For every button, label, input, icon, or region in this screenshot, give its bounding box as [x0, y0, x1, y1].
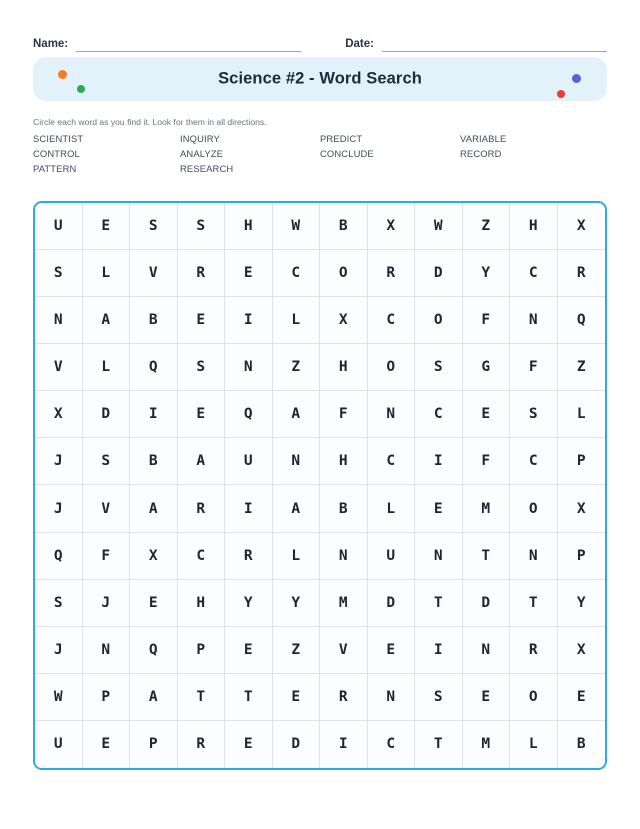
- grid-cell[interactable]: J: [35, 485, 83, 532]
- grid-cell[interactable]: B: [320, 485, 368, 532]
- grid-cell[interactable]: S: [83, 438, 131, 485]
- grid-cell[interactable]: L: [273, 533, 321, 580]
- grid-cell[interactable]: E: [178, 391, 226, 438]
- grid-cell[interactable]: Q: [35, 533, 83, 580]
- grid-cell[interactable]: H: [225, 203, 273, 250]
- grid-cell[interactable]: O: [510, 674, 558, 721]
- grid-cell[interactable]: H: [178, 580, 226, 627]
- grid-cell[interactable]: C: [273, 250, 321, 297]
- word-item[interactable]: ANALYZE: [180, 148, 224, 159]
- grid-cell[interactable]: L: [83, 250, 131, 297]
- grid-cell[interactable]: N: [320, 533, 368, 580]
- grid-cell[interactable]: T: [225, 674, 273, 721]
- grid-cell[interactable]: I: [225, 297, 273, 344]
- grid-cell[interactable]: H: [320, 344, 368, 391]
- grid-cell[interactable]: I: [225, 485, 273, 532]
- grid-cell[interactable]: M: [463, 485, 511, 532]
- grid-cell[interactable]: R: [510, 627, 558, 674]
- grid-cell[interactable]: E: [130, 580, 178, 627]
- grid-cell[interactable]: X: [320, 297, 368, 344]
- grid-cell[interactable]: L: [273, 297, 321, 344]
- grid-cell[interactable]: R: [178, 250, 226, 297]
- grid-cell[interactable]: R: [225, 533, 273, 580]
- grid-cell[interactable]: U: [225, 438, 273, 485]
- title-banner: [33, 57, 607, 101]
- grid-cell[interactable]: S: [35, 580, 83, 627]
- grid-cell[interactable]: Q: [130, 344, 178, 391]
- grid-cell[interactable]: N: [368, 674, 416, 721]
- grid-cell[interactable]: X: [558, 203, 606, 250]
- grid-cell[interactable]: N: [273, 438, 321, 485]
- grid-cell[interactable]: D: [368, 580, 416, 627]
- grid-cell[interactable]: C: [368, 721, 416, 768]
- grid-cell[interactable]: F: [83, 533, 131, 580]
- grid-cell[interactable]: B: [130, 297, 178, 344]
- word-list: [33, 131, 607, 176]
- grid-cell[interactable]: Z: [463, 203, 511, 250]
- grid-cell[interactable]: D: [415, 250, 463, 297]
- grid-cell[interactable]: E: [415, 485, 463, 532]
- word-item[interactable]: SCIENTIST: [33, 133, 84, 144]
- grid-cell[interactable]: E: [463, 674, 511, 721]
- grid-cell[interactable]: L: [510, 721, 558, 768]
- grid-cell[interactable]: C: [510, 438, 558, 485]
- grid-cell[interactable]: J: [35, 438, 83, 485]
- word-list-row: [33, 146, 607, 161]
- grid-cell[interactable]: O: [510, 485, 558, 532]
- grid-cell[interactable]: R: [320, 674, 368, 721]
- word-item[interactable]: PREDICT: [320, 133, 363, 144]
- grid-cell[interactable]: S: [415, 674, 463, 721]
- grid-cell[interactable]: N: [35, 297, 83, 344]
- grid-cell[interactable]: L: [368, 485, 416, 532]
- instructions-text: Circle each word as you find it. Look for them in all directions.: [33, 117, 267, 127]
- grid-cell[interactable]: T: [463, 533, 511, 580]
- grid-cell[interactable]: N: [510, 297, 558, 344]
- word-item[interactable]: CONCLUDE: [320, 148, 374, 159]
- grid-cell[interactable]: C: [415, 391, 463, 438]
- grid-cell[interactable]: S: [178, 203, 226, 250]
- grid-cell[interactable]: M: [320, 580, 368, 627]
- grid-cell[interactable]: I: [130, 391, 178, 438]
- grid-cell[interactable]: V: [35, 344, 83, 391]
- grid-cell[interactable]: E: [83, 203, 131, 250]
- grid-cell[interactable]: I: [415, 627, 463, 674]
- grid-cell[interactable]: Z: [273, 627, 321, 674]
- word-search-grid[interactable]: [33, 201, 607, 770]
- word-item[interactable]: RESEARCH: [180, 163, 234, 174]
- grid-cell[interactable]: D: [83, 391, 131, 438]
- grid-cell[interactable]: A: [130, 485, 178, 532]
- date-label: Date:: [345, 38, 374, 50]
- grid-cell[interactable]: O: [415, 297, 463, 344]
- grid-cell[interactable]: C: [178, 533, 226, 580]
- grid-cell[interactable]: F: [463, 297, 511, 344]
- grid-cell[interactable]: N: [368, 391, 416, 438]
- grid-cell[interactable]: E: [225, 627, 273, 674]
- grid-cell[interactable]: B: [558, 721, 606, 768]
- word-item[interactable]: CONTROL: [33, 148, 80, 159]
- grid-cell[interactable]: B: [320, 203, 368, 250]
- grid-cell[interactable]: R: [178, 721, 226, 768]
- grid-cell[interactable]: W: [35, 674, 83, 721]
- grid-cell[interactable]: T: [510, 580, 558, 627]
- name-input-line[interactable]: [76, 37, 301, 52]
- grid-cell[interactable]: W: [273, 203, 321, 250]
- grid-cell[interactable]: E: [273, 674, 321, 721]
- grid-cell[interactable]: C: [368, 297, 416, 344]
- grid-cell[interactable]: N: [463, 627, 511, 674]
- grid-cell[interactable]: E: [558, 674, 606, 721]
- grid-cell[interactable]: S: [35, 250, 83, 297]
- grid-cell[interactable]: T: [415, 580, 463, 627]
- grid-cell[interactable]: M: [463, 721, 511, 768]
- grid-cell[interactable]: Q: [225, 391, 273, 438]
- grid-cell[interactable]: H: [320, 438, 368, 485]
- grid-cell[interactable]: T: [178, 674, 226, 721]
- grid-cell[interactable]: E: [178, 297, 226, 344]
- grid-cell[interactable]: Q: [558, 297, 606, 344]
- grid-cell[interactable]: F: [463, 438, 511, 485]
- grid-cell[interactable]: S: [415, 344, 463, 391]
- grid-cell[interactable]: P: [558, 438, 606, 485]
- grid-cell[interactable]: Z: [558, 344, 606, 391]
- grid-cell[interactable]: D: [273, 721, 321, 768]
- grid-cell[interactable]: E: [368, 627, 416, 674]
- grid-cell[interactable]: X: [558, 485, 606, 532]
- page-title: Science #2 - Word Search: [218, 69, 422, 88]
- grid-cell[interactable]: Y: [558, 580, 606, 627]
- word-item[interactable]: VARIABLE: [460, 133, 507, 144]
- word-list-row: [33, 161, 607, 176]
- grid-cell[interactable]: F: [510, 344, 558, 391]
- grid-cell[interactable]: D: [463, 580, 511, 627]
- grid-cell[interactable]: Y: [225, 580, 273, 627]
- grid-cell[interactable]: V: [320, 627, 368, 674]
- grid-cell[interactable]: J: [83, 580, 131, 627]
- grid-cell[interactable]: E: [463, 391, 511, 438]
- grid-cell[interactable]: Z: [273, 344, 321, 391]
- grid-cell[interactable]: R: [558, 250, 606, 297]
- grid-cell[interactable]: U: [35, 203, 83, 250]
- grid-cell[interactable]: V: [130, 250, 178, 297]
- grid-cell[interactable]: A: [178, 438, 226, 485]
- grid-cell[interactable]: O: [368, 344, 416, 391]
- word-item[interactable]: INQUIRY: [180, 133, 220, 144]
- grid-cell[interactable]: Q: [130, 627, 178, 674]
- grid-cell[interactable]: C: [510, 250, 558, 297]
- grid-cell[interactable]: Y: [463, 250, 511, 297]
- grid-cell[interactable]: Y: [273, 580, 321, 627]
- grid-cell[interactable]: R: [178, 485, 226, 532]
- word-list-row: [33, 131, 607, 146]
- grid-cell[interactable]: X: [130, 533, 178, 580]
- grid-cell[interactable]: P: [130, 721, 178, 768]
- grid-cell[interactable]: F: [320, 391, 368, 438]
- grid-cell[interactable]: N: [83, 627, 131, 674]
- name-date-row: [33, 30, 607, 52]
- grid-cell[interactable]: H: [510, 203, 558, 250]
- grid-cells-container: [35, 203, 605, 768]
- grid-cell[interactable]: A: [273, 485, 321, 532]
- grid-cell[interactable]: S: [510, 391, 558, 438]
- grid-cell[interactable]: U: [368, 533, 416, 580]
- grid-cell[interactable]: J: [35, 627, 83, 674]
- grid-cell[interactable]: N: [415, 533, 463, 580]
- date-input-line[interactable]: [382, 37, 607, 52]
- grid-cell[interactable]: E: [83, 721, 131, 768]
- grid-cell[interactable]: O: [320, 250, 368, 297]
- grid-cell[interactable]: E: [225, 250, 273, 297]
- grid-cell[interactable]: A: [83, 297, 131, 344]
- grid-cell[interactable]: G: [463, 344, 511, 391]
- grid-cell[interactable]: P: [83, 674, 131, 721]
- word-item[interactable]: PATTERN: [33, 163, 77, 174]
- grid-cell[interactable]: L: [558, 391, 606, 438]
- word-item[interactable]: RECORD: [460, 148, 502, 159]
- grid-cell[interactable]: N: [510, 533, 558, 580]
- grid-cell[interactable]: S: [130, 203, 178, 250]
- grid-cell[interactable]: C: [368, 438, 416, 485]
- name-label: Name:: [33, 38, 69, 50]
- grid-cell[interactable]: X: [35, 391, 83, 438]
- grid-cell[interactable]: U: [35, 721, 83, 768]
- grid-cell[interactable]: V: [83, 485, 131, 532]
- grid-cell[interactable]: L: [83, 344, 131, 391]
- grid-cell[interactable]: P: [558, 533, 606, 580]
- grid-cell[interactable]: N: [225, 344, 273, 391]
- grid-cell[interactable]: S: [178, 344, 226, 391]
- grid-cell[interactable]: R: [368, 250, 416, 297]
- grid-cell[interactable]: W: [415, 203, 463, 250]
- grid-cell[interactable]: I: [320, 721, 368, 768]
- grid-cell[interactable]: A: [130, 674, 178, 721]
- grid-cell[interactable]: B: [130, 438, 178, 485]
- grid-cell[interactable]: E: [225, 721, 273, 768]
- grid-cell[interactable]: T: [415, 721, 463, 768]
- grid-cell[interactable]: A: [273, 391, 321, 438]
- grid-cell[interactable]: X: [558, 627, 606, 674]
- grid-cell[interactable]: P: [178, 627, 226, 674]
- decorative-dot-red-icon: [557, 90, 565, 98]
- grid-cell[interactable]: X: [368, 203, 416, 250]
- grid-cell[interactable]: I: [415, 438, 463, 485]
